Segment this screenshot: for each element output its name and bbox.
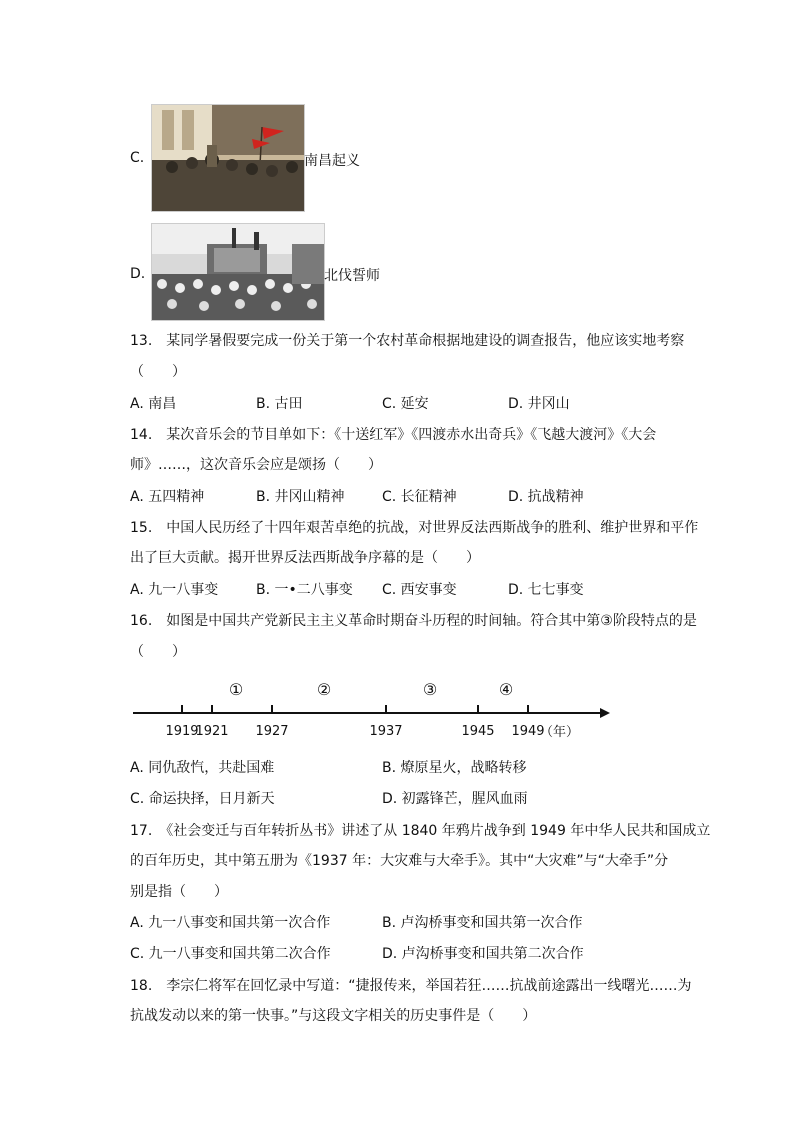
q15-option-b: B. 一•二八事变 [256,582,353,598]
timeline-year-label: 1927 [255,724,289,739]
q13-option-c: C. 延安 [382,396,429,412]
q16-paren: （ ） [130,644,186,660]
q14-option-a: A. 五四精神 [130,489,205,505]
q16-option-c: C. 命运抉择，日月新天 [130,791,275,807]
q16-option-d: D. 初露锋芒，腥风血雨 [382,791,528,807]
timeline-year-label: 1919 [165,724,199,739]
q14-stem-line1: 14. 某次音乐会的节目单如下：《十送红军》《四渡赤水出奇兵》《飞越大渡河》《大会 [130,427,657,443]
timeline-year-label: 1949 [511,724,545,739]
timeline-year-label: 1921 [195,724,229,739]
timeline-year-label: 1937 [369,724,403,739]
option-c-label: C. [130,150,145,166]
nanchang-uprising-image [151,104,305,212]
q17-option-d: D. 卢沟桥事变和国共第二次合作 [382,946,584,962]
q17-stem-line2: 的百年历史，其中第五册为《1937 年：大灾难与大牵手》。其中“大灾难”与“大牵手”分 [130,853,669,869]
q15-option-d: D. 七七事变 [508,582,584,598]
timeline-year-label: 1945 [461,724,495,739]
q17-stem-line1: 17. 《社会变迁与百年转折丛书》讲述了从 1840 年鸦片战争到 1949 年中华人民共和国成立 [130,823,711,839]
q15-option-a: A. 九一八事变 [130,582,219,598]
q15-stem-line2: 出了巨大贡献。揭开世界反法西斯战争序幕的是（ ） [130,550,480,566]
q18-stem-line1: 18. 李宗仁将军在回忆录中写道：“捷报传来，举国若狂……抗战前途露出一线曙光……为 [130,978,692,994]
q17-option-c: C. 九一八事变和国共第二次合作 [130,946,331,962]
q15-stem-line1: 15. 中国人民历经了十四年艰苦卓绝的抗战，对世界反法西斯战争的胜利、维护世界和平作 [130,520,699,536]
q16-option-b: B. 燎原星火，战略转移 [382,760,527,776]
q17-option-b: B. 卢沟桥事变和国共第一次合作 [382,915,583,931]
q17-stem-line3: 别是指（ ） [130,884,228,900]
timeline-stage-marker: ③ [422,680,438,699]
q13-stem: 13. 某同学暑假要完成一份关于第一个农村革命根据地建设的调查报告，他应该实地考察 [130,333,685,349]
northern-expedition-image [151,223,325,321]
timeline-stage-marker: ① [228,680,244,699]
timeline-unit: （年） [540,725,580,740]
q14-option-c: C. 长征精神 [382,489,457,505]
q13-option-b: B. 古田 [256,396,303,412]
q14-option-d: D. 抗战精神 [508,489,584,505]
q16-option-a: A. 同仇敌忾，共赴国难 [130,760,275,776]
q18-stem-line2: 抗战发动以来的第一快事。”与这段文字相关的历史事件是（ ） [130,1008,537,1024]
q15-option-c: C. 西安事变 [382,582,457,598]
q14-option-b: B. 井冈山精神 [256,489,345,505]
timeline-stage-marker: ④ [498,680,514,699]
q14-stem-line2: 师》……，这次音乐会应是颂扬（ ） [130,457,382,473]
option-d-caption: 北伐誓师 [324,268,380,284]
q13-option-d: D. 井冈山 [508,396,570,412]
timeline-stage-marker: ② [316,680,332,699]
option-d-label: D. [130,266,146,282]
option-c-caption: 南昌起义 [304,153,360,169]
q17-option-a: A. 九一八事变和国共第一次合作 [130,915,331,931]
q13-option-a: A. 南昌 [130,396,177,412]
q16-stem: 16. 如图是中国共产党新民主主义革命时期奋斗历程的时间轴。符合其中第③阶段特点的是 [130,613,697,629]
q13-paren: （ ） [130,364,186,380]
